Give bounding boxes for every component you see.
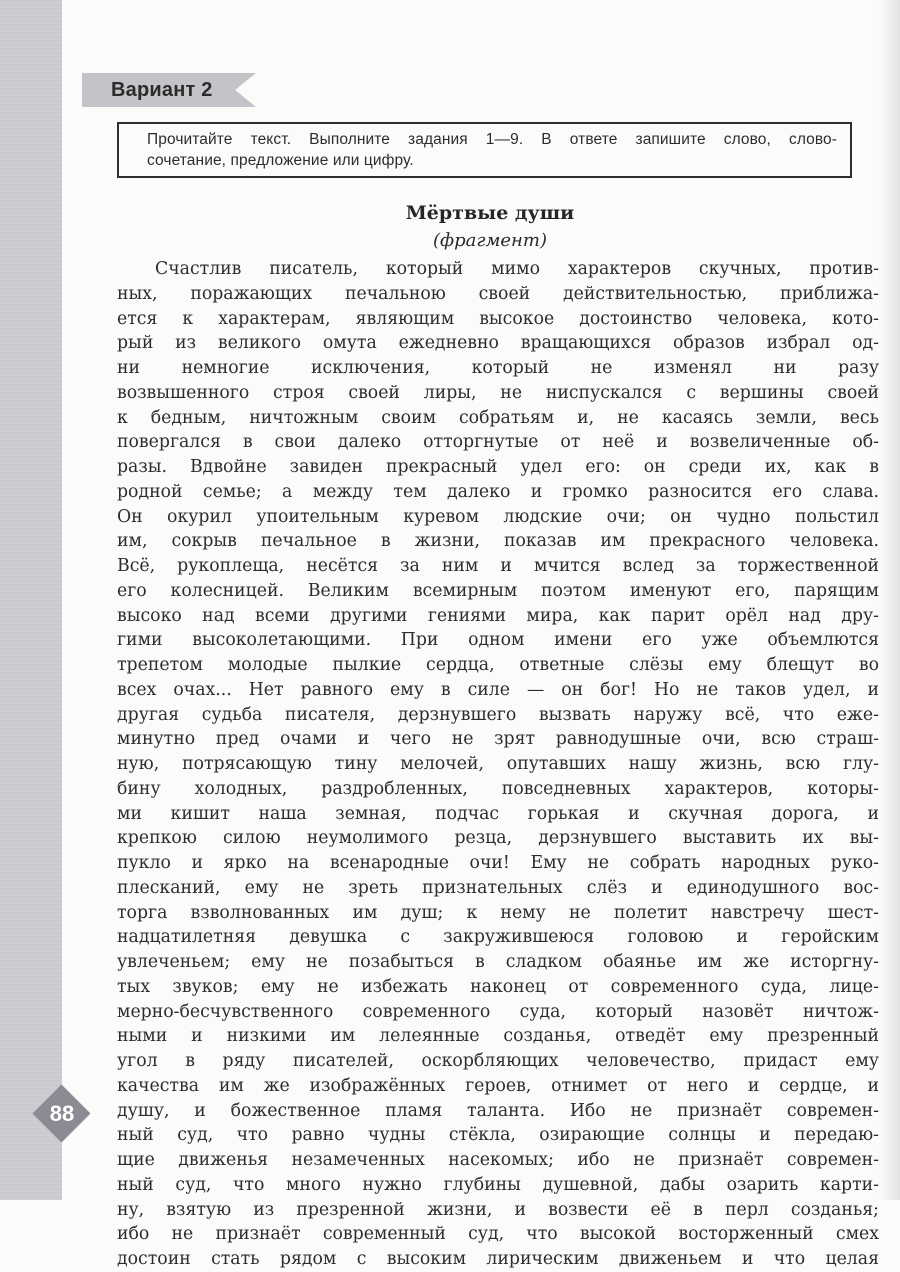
passage-line: надцатилетняя девушка с закружившеюся головою и геройским	[117, 927, 879, 948]
passage-line: ну, взятую из презренной жизни, и возвести её в перл созданья;	[117, 1199, 879, 1220]
passage-line: бину холодных, раздробленных, повседневных характеров, которы-	[117, 778, 879, 799]
passage-line: ми кишит наша земная, подчас горькая и скучная дорога, и	[117, 803, 879, 824]
passage-line: плесканий, ему не зреть признательных слёз и единодушного вос-	[117, 877, 879, 898]
passage-line: ибо не признаёт современный суд, что высокой восторженный смех	[117, 1224, 879, 1245]
instructions-box	[117, 122, 852, 178]
passage-line: рый из великого омута ежедневно вращающихся образов избрал од-	[117, 333, 879, 354]
passage-line: ными и низкими им лелеянные созданья, отведёт ему презренный	[117, 1026, 879, 1047]
passage-line: качества им же изображённых героев, отнимет от него и сердце, и	[117, 1075, 879, 1096]
passage-line: повергался в свои далеко отторгнутые от неё и возвеличенные об-	[117, 432, 879, 453]
passage-line: Счастлив писатель, который мимо характеров скучных, против-	[155, 259, 879, 279]
instructions-line: сочетание, предложение или цифру.	[147, 152, 414, 169]
passage-line: родной семье; а между тем далеко и громко разносится его слава.	[117, 481, 879, 502]
instructions-text	[147, 129, 837, 171]
passage-line: пукло и ярко на всенародные очи! Ему не собрать народных руко-	[117, 853, 879, 873]
passage-line: к бедным, ничтожным своим собратьям и, не касаясь земли, весь	[117, 407, 879, 428]
variant-heading: Вариант 2	[111, 79, 213, 101]
passage-line: ется к характерам, являющим высокое достоинство человека, кото-	[117, 308, 879, 329]
passage-text	[117, 257, 879, 1272]
passage-line: разы. Вдвойне завиден прекрасный удел его: он среди их, как в	[117, 457, 879, 477]
passage-line: душу, и божественное пламя таланта. Ибо не признаёт современ-	[117, 1100, 879, 1121]
passage-line: гими высоколетающими. При одном имени его уже объемлются	[117, 630, 879, 651]
passage-line: возвышенного строя своей лиры, не ниспускался с вершины своей	[117, 382, 879, 403]
passage-line: его колесницей. Великим всемирным поэтом именуют его, парящим	[117, 580, 879, 601]
passage-line: ный суд, что много нужно глубины душевной, дабы озарить карти-	[117, 1174, 879, 1195]
passage-line: крепкою силою неумолимого резца, дерзнувшего выставить их вы-	[117, 828, 879, 849]
passage-line: ную, потрясающую тину мелочей, опутавших нашу жизнь, всю глу-	[117, 754, 879, 774]
passage-line: Всё, рукоплеща, несётся за ним и мчится вслед за торжественной	[117, 556, 879, 576]
passage-line: минутно пред очами и чего не зрят равнодушные очи, всю страш-	[117, 729, 879, 750]
passage-line: высоко над всеми другими гениями мира, как парит орёл над дру-	[117, 605, 879, 626]
passage-line: им, сокрыв печальное в жизни, показав им прекрасного человека.	[117, 531, 879, 552]
passage-line: другая судьба писателя, дерзнувшего вызвать наружу всё, что еже-	[117, 704, 879, 725]
passage-line: торга взволнованных им душ; к нему не полетит навстречу шест-	[117, 902, 879, 923]
passage-line: всех очах... Нет равного ему в силе — он бог! Но не таков удел, и	[117, 679, 879, 700]
passage-line: увлеченьем; ему не позабыться в сладком обаянье им же исторгну-	[117, 952, 879, 972]
passage-line: тых звуков; ему не избежать наконец от современного суда, лице-	[117, 976, 879, 997]
page-number-badge	[33, 1085, 91, 1143]
passage-line: угол в ряду писателей, оскорбляющих человечество, придаст ему	[117, 1051, 879, 1071]
passage-line: ных, поражающих печальною своей действительностью, приближа-	[117, 283, 879, 304]
passage-line: достоин стать рядом с высоким лирическим движеньем и что целая	[117, 1249, 879, 1269]
page-gutter-strip	[0, 0, 62, 1200]
instructions-line: Прочитайте текст. Выполните задания 1—9. В ответе запишите слово, слово-	[147, 131, 837, 148]
passage-line: мерно-бесчувственного современного суда, который назовёт ничтож-	[117, 1001, 879, 1022]
passage-line: щие движенья незамеченных насекомых; ибо не признаёт современ-	[117, 1150, 879, 1170]
passage-line: трепетом молодые пылкие сердца, ответные слёзы ему блещут во	[117, 655, 879, 675]
page-edge-shadow	[878, 0, 900, 1200]
work-subtitle: (фрагмент)	[433, 230, 547, 251]
passage-line: Он окурил упоительным куревом людские очи; он чудно польстил	[117, 506, 879, 527]
passage-line: ный суд, что равно чудны стёкла, озирающие солнцы и передаю-	[117, 1125, 879, 1146]
passage-line: ни немногие исключения, который не изменял ни разу	[117, 358, 879, 378]
page-number: 88	[49, 1101, 75, 1126]
work-title: Мёртвые души	[405, 202, 575, 224]
